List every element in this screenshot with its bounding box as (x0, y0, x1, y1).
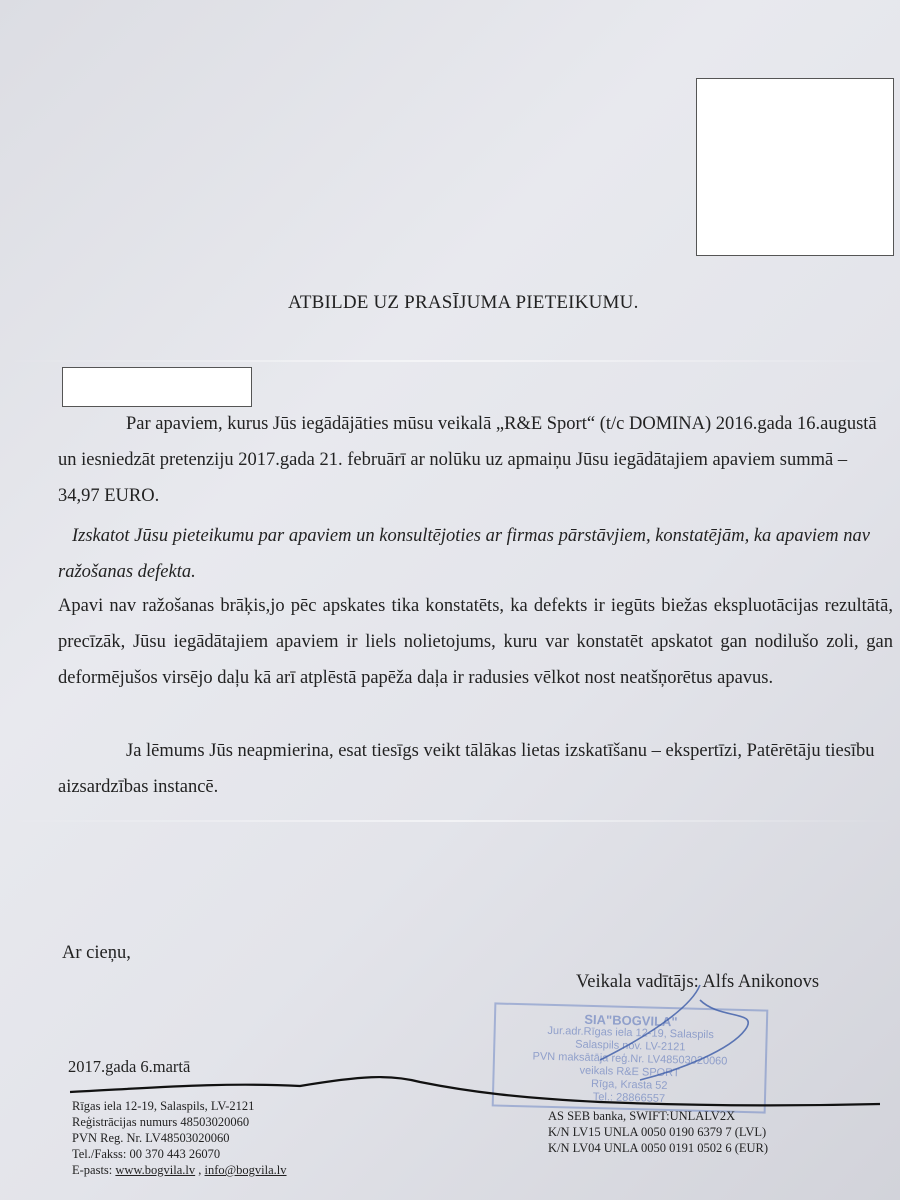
stamp-line: Tel.: 28866557 (592, 1091, 666, 1105)
stamp-line: veikals R&E SPORT (579, 1064, 680, 1080)
paragraph-text: Izskatot Jūsu pieteikumu par apaviem un konsultējoties ar firmas pārstāvjiem, konstatējām, ka apaviem nav ražošanas defekta. (58, 526, 870, 582)
paragraph-defect-explanation: Apavi nav ražošanas brāķis,jo pēc apskates tika konstatēts, ka defekts ir iegūts biežas ekspluotācijas rezultātā, precīzāk, Jūsu iegādātajiem apaviem ir liels nolietojums, kuru var konstatēt apskatot gan nodilušo zoli, gan deformējušos virsējo daļu kā arī atplēstā papēža daļa ir radusies vēlkot nost neatšņorētus apavus. (58, 596, 893, 688)
footer-vat-number: PVN Reg. Nr. LV48503020060 (72, 1131, 230, 1145)
footer-contacts (72, 1162, 287, 1178)
paragraph-text: Ja lēmums Jūs neapmierina, esat tiesīgs veikt tālākas lietas izskatīšanu – ekspertīzi, Patērētāju tiesību aizsardzības instancē. (58, 741, 875, 797)
closing-greeting: Ar cieņu, (62, 943, 131, 963)
footer-bank-details (548, 1108, 768, 1156)
stamp-line: Rīga, Krasta 52 (590, 1077, 668, 1092)
footer-phone: Tel./Fakss: 00 370 443 26070 (72, 1147, 221, 1161)
stamp-title: SIA"BOGVILA" (584, 1011, 678, 1030)
footer-address: Rīgas iela 12-19, Salaspils, LV-2121 (72, 1099, 255, 1113)
signer-line: Veikala vadītājs: Alfs Anikonovs (576, 972, 820, 992)
footer-account-lvl: K/N LV15 UNLA 0050 0190 6379 7 (LVL) (548, 1125, 767, 1139)
stamp-line: Jur.adr.Rīgas iela 12-19, Salaspils (547, 1024, 714, 1042)
stamp-line: PVN maksātāja reģ.Nr. LV48503020060 (532, 1050, 728, 1068)
footer-account-eur: K/N LV04 UNLA 0050 0191 0502 6 (EUR) (548, 1141, 769, 1155)
handwritten-signature (600, 985, 748, 1080)
paragraph-text: Par apaviem, kurus Jūs iegādājāties mūsu veikalā „R&E Sport“ (t/c DOMINA) 2016.gada 16.augustā un iesniedzāt pretenziju 2017.gada 21. februārī ar nolūku uz apmaiņu Jūsu iegādātajiem apaviem summā – 34,97 EURO. (58, 414, 877, 506)
email-link[interactable]: info@bogvila.lv (204, 1163, 287, 1177)
letter-date: 2017.gada 6.martā (68, 1057, 191, 1076)
email-label: E-pasts: (72, 1163, 116, 1177)
separator: , (195, 1163, 205, 1177)
stamp-line: Salaspils nov. LV-2121 (575, 1038, 686, 1054)
footer-registration: Reģistrācijas numurs 48503020060 (72, 1115, 250, 1129)
website-link[interactable]: www.bogvila.lv (115, 1163, 196, 1177)
footer-bank: AS SEB banka, SWIFT:UNLALV2X (548, 1109, 736, 1123)
letter-title: ATBILDE UZ PRASĪJUMA PIETEIKUMU. (288, 292, 639, 313)
footer-company-details (72, 1098, 287, 1178)
